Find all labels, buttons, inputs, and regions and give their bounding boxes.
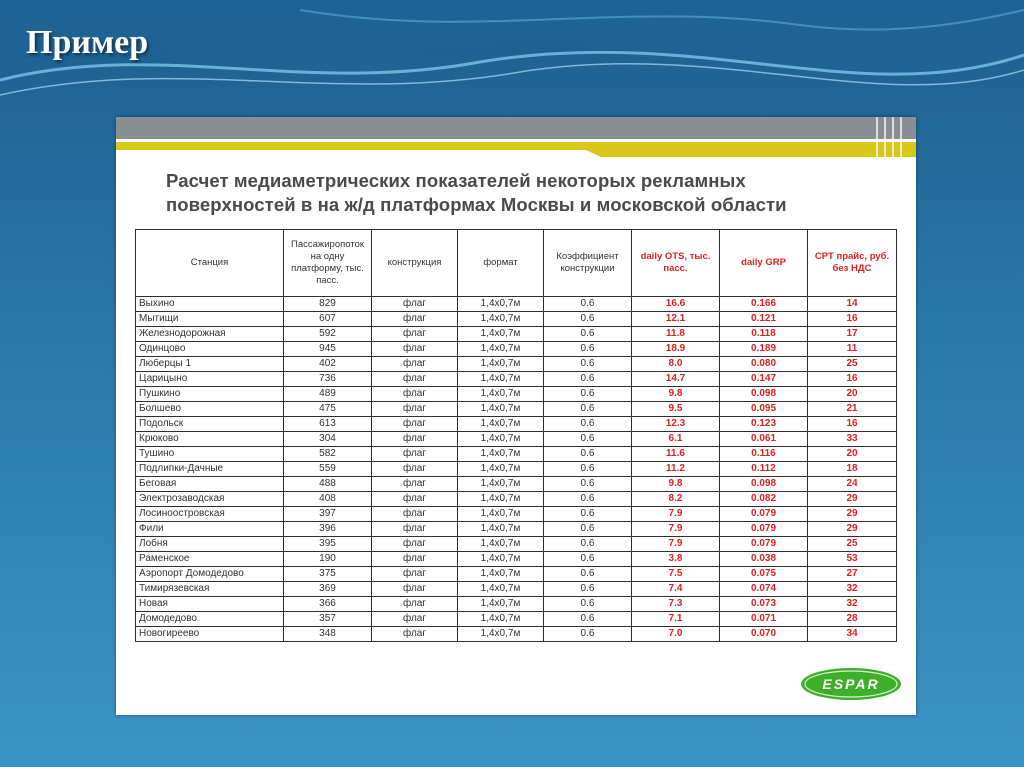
cell-cpt-price: 29 [808, 522, 897, 537]
header-daily-grp: daily GRP [720, 230, 808, 297]
cell-cpt-price: 18 [808, 462, 897, 477]
cell-daily-ots: 16.6 [632, 297, 720, 312]
cell-station: Мытищи [136, 312, 284, 327]
table-row [136, 447, 897, 462]
document-heading [166, 169, 866, 217]
cell-daily-ots: 9.8 [632, 387, 720, 402]
table-header-row [136, 230, 897, 297]
cell-cpt-price: 53 [808, 552, 897, 567]
cell-daily-ots: 12.3 [632, 417, 720, 432]
cell-station: Крюково [136, 432, 284, 447]
espar-logo [800, 667, 902, 701]
cell-station: Железнодорожная [136, 327, 284, 342]
cell-passenger-flow: 736 [284, 372, 372, 387]
cell-daily-grp: 0.061 [720, 432, 808, 447]
cell-daily-grp: 0.123 [720, 417, 808, 432]
cell-passenger-flow: 366 [284, 597, 372, 612]
cell-construction: флаг [372, 372, 458, 387]
cell-construction: флаг [372, 567, 458, 582]
cell-daily-ots: 7.9 [632, 507, 720, 522]
cell-daily-grp: 0.073 [720, 597, 808, 612]
cell-passenger-flow: 190 [284, 552, 372, 567]
cell-daily-ots: 7.9 [632, 537, 720, 552]
cell-cpt-price: 17 [808, 327, 897, 342]
cell-cpt-price: 16 [808, 312, 897, 327]
cell-coefficient: 0.6 [544, 492, 632, 507]
cell-format: 1,4x0,7м [458, 492, 544, 507]
cell-construction: флаг [372, 477, 458, 492]
table-row [136, 567, 897, 582]
cell-construction: флаг [372, 357, 458, 372]
cell-passenger-flow: 395 [284, 537, 372, 552]
cell-cpt-price: 14 [808, 297, 897, 312]
cell-construction: флаг [372, 507, 458, 522]
cell-construction: флаг [372, 522, 458, 537]
cell-daily-ots: 7.4 [632, 582, 720, 597]
cell-station: Тушино [136, 447, 284, 462]
cell-format: 1,4x0,7м [458, 522, 544, 537]
table-row [136, 312, 897, 327]
cell-construction: флаг [372, 402, 458, 417]
cell-construction: флаг [372, 612, 458, 627]
cell-coefficient: 0.6 [544, 357, 632, 372]
cell-passenger-flow: 945 [284, 342, 372, 357]
cell-coefficient: 0.6 [544, 477, 632, 492]
cell-format: 1,4x0,7м [458, 402, 544, 417]
cell-passenger-flow: 369 [284, 582, 372, 597]
cell-station: Тимирязевская [136, 582, 284, 597]
cell-cpt-price: 21 [808, 402, 897, 417]
cell-daily-grp: 0.038 [720, 552, 808, 567]
table-row [136, 477, 897, 492]
cell-format: 1,4x0,7м [458, 597, 544, 612]
cell-format: 1,4x0,7м [458, 432, 544, 447]
cell-coefficient: 0.6 [544, 312, 632, 327]
cell-daily-ots: 7.9 [632, 522, 720, 537]
cell-construction: флаг [372, 432, 458, 447]
cell-passenger-flow: 489 [284, 387, 372, 402]
cell-format: 1,4x0,7м [458, 567, 544, 582]
table-row [136, 462, 897, 477]
cell-cpt-price: 27 [808, 567, 897, 582]
cell-cpt-price: 29 [808, 507, 897, 522]
cell-daily-ots: 18.9 [632, 342, 720, 357]
cell-station: Царицыно [136, 372, 284, 387]
cell-coefficient: 0.6 [544, 462, 632, 477]
cell-station: Лосиноостровская [136, 507, 284, 522]
cell-daily-grp: 0.166 [720, 297, 808, 312]
cell-station: Электрозаводская [136, 492, 284, 507]
cell-format: 1,4x0,7м [458, 552, 544, 567]
cell-station: Новая [136, 597, 284, 612]
cell-construction: флаг [372, 327, 458, 342]
cell-station: Беговая [136, 477, 284, 492]
cell-passenger-flow: 613 [284, 417, 372, 432]
cell-format: 1,4x0,7м [458, 627, 544, 642]
cell-passenger-flow: 475 [284, 402, 372, 417]
cell-daily-grp: 0.118 [720, 327, 808, 342]
table-row [136, 522, 897, 537]
cell-cpt-price: 20 [808, 447, 897, 462]
cell-passenger-flow: 408 [284, 492, 372, 507]
cell-format: 1,4x0,7м [458, 342, 544, 357]
table-row [136, 342, 897, 357]
cell-coefficient: 0.6 [544, 402, 632, 417]
cell-station: Подлипки-Дачные [136, 462, 284, 477]
cell-station: Раменское [136, 552, 284, 567]
cell-coefficient: 0.6 [544, 582, 632, 597]
cell-cpt-price: 25 [808, 537, 897, 552]
header-waves [0, 0, 1024, 130]
cell-format: 1,4x0,7м [458, 612, 544, 627]
cell-daily-ots: 9.5 [632, 402, 720, 417]
cell-format: 1,4x0,7м [458, 387, 544, 402]
cell-construction: флаг [372, 492, 458, 507]
cell-coefficient: 0.6 [544, 297, 632, 312]
cell-daily-grp: 0.079 [720, 522, 808, 537]
cell-construction: флаг [372, 552, 458, 567]
cell-daily-grp: 0.074 [720, 582, 808, 597]
cell-cpt-price: 32 [808, 597, 897, 612]
table-row [136, 492, 897, 507]
cell-coefficient: 0.6 [544, 447, 632, 462]
cell-construction: флаг [372, 387, 458, 402]
cell-coefficient: 0.6 [544, 432, 632, 447]
cell-station: Фили [136, 522, 284, 537]
cell-daily-ots: 11.8 [632, 327, 720, 342]
cell-cpt-price: 33 [808, 432, 897, 447]
header-daily-ots: daily OTS, тыс. пасс. [632, 230, 720, 297]
cell-construction: флаг [372, 462, 458, 477]
cell-coefficient: 0.6 [544, 522, 632, 537]
cell-passenger-flow: 348 [284, 627, 372, 642]
cell-cpt-price: 25 [808, 357, 897, 372]
cell-construction: флаг [372, 597, 458, 612]
cell-station: Лобня [136, 537, 284, 552]
cell-daily-grp: 0.116 [720, 447, 808, 462]
cell-coefficient: 0.6 [544, 612, 632, 627]
cell-format: 1,4x0,7м [458, 327, 544, 342]
cell-construction: флаг [372, 342, 458, 357]
table-row [136, 507, 897, 522]
table-row [136, 582, 897, 597]
cell-station: Болшево [136, 402, 284, 417]
table-row [136, 537, 897, 552]
cell-cpt-price: 20 [808, 387, 897, 402]
cell-passenger-flow: 375 [284, 567, 372, 582]
cell-daily-ots: 3.8 [632, 552, 720, 567]
cell-daily-grp: 0.189 [720, 342, 808, 357]
table-body [136, 297, 897, 642]
table-row [136, 327, 897, 342]
cell-passenger-flow: 607 [284, 312, 372, 327]
cell-coefficient: 0.6 [544, 342, 632, 357]
cell-daily-grp: 0.098 [720, 387, 808, 402]
cell-construction: флаг [372, 297, 458, 312]
cell-passenger-flow: 357 [284, 612, 372, 627]
slide-title: Пример [26, 24, 149, 61]
cell-cpt-price: 16 [808, 417, 897, 432]
cell-daily-grp: 0.080 [720, 357, 808, 372]
cell-daily-ots: 11.2 [632, 462, 720, 477]
cell-daily-grp: 0.095 [720, 402, 808, 417]
cell-coefficient: 0.6 [544, 627, 632, 642]
cell-station: Люберцы 1 [136, 357, 284, 372]
cell-format: 1,4x0,7м [458, 312, 544, 327]
cell-passenger-flow: 592 [284, 327, 372, 342]
cell-station: Одинцово [136, 342, 284, 357]
cell-cpt-price: 11 [808, 342, 897, 357]
cell-daily-grp: 0.098 [720, 477, 808, 492]
cell-daily-ots: 14.7 [632, 372, 720, 387]
cell-coefficient: 0.6 [544, 597, 632, 612]
cell-format: 1,4x0,7м [458, 447, 544, 462]
header-construction: конструкция [372, 230, 458, 297]
cell-construction: флаг [372, 582, 458, 597]
cell-daily-grp: 0.112 [720, 462, 808, 477]
sheet-header-bands [116, 117, 916, 163]
cell-daily-ots: 7.5 [632, 567, 720, 582]
cell-passenger-flow: 402 [284, 357, 372, 372]
header-format: формат [458, 230, 544, 297]
cell-daily-grp: 0.079 [720, 537, 808, 552]
cell-daily-ots: 11.6 [632, 447, 720, 462]
cell-daily-grp: 0.070 [720, 627, 808, 642]
table-row [136, 627, 897, 642]
cell-station: Домодедово [136, 612, 284, 627]
cell-format: 1,4x0,7м [458, 582, 544, 597]
cell-daily-grp: 0.071 [720, 612, 808, 627]
cell-passenger-flow: 397 [284, 507, 372, 522]
cell-coefficient: 0.6 [544, 507, 632, 522]
cell-passenger-flow: 396 [284, 522, 372, 537]
cell-passenger-flow: 304 [284, 432, 372, 447]
cell-coefficient: 0.6 [544, 372, 632, 387]
cell-station: Новогиреево [136, 627, 284, 642]
cell-cpt-price: 16 [808, 372, 897, 387]
cell-coefficient: 0.6 [544, 327, 632, 342]
header-cpt-price: CPT прайс, руб. без НДС [808, 230, 897, 297]
cell-station: Пушкино [136, 387, 284, 402]
cell-coefficient: 0.6 [544, 552, 632, 567]
table-row [136, 357, 897, 372]
cell-daily-ots: 9.8 [632, 477, 720, 492]
cell-coefficient: 0.6 [544, 417, 632, 432]
cell-coefficient: 0.6 [544, 387, 632, 402]
cell-construction: флаг [372, 537, 458, 552]
cell-coefficient: 0.6 [544, 537, 632, 552]
cell-coefficient: 0.6 [544, 567, 632, 582]
cell-format: 1,4x0,7м [458, 372, 544, 387]
cell-daily-ots: 7.3 [632, 597, 720, 612]
cell-station: Аэропорт Домодедово [136, 567, 284, 582]
cell-station: Выхино [136, 297, 284, 312]
cell-construction: флаг [372, 627, 458, 642]
cell-station: Подольск [136, 417, 284, 432]
cell-daily-grp: 0.082 [720, 492, 808, 507]
cell-daily-grp: 0.147 [720, 372, 808, 387]
cell-passenger-flow: 829 [284, 297, 372, 312]
cell-daily-ots: 7.1 [632, 612, 720, 627]
header-station: Станция [136, 230, 284, 297]
cell-cpt-price: 24 [808, 477, 897, 492]
cell-daily-ots: 12.1 [632, 312, 720, 327]
cell-cpt-price: 34 [808, 627, 897, 642]
table-row [136, 297, 897, 312]
cell-cpt-price: 28 [808, 612, 897, 627]
document-sheet [116, 117, 916, 715]
logo-text: ESPAR [822, 676, 880, 692]
stations-table [135, 229, 897, 642]
cell-format: 1,4x0,7м [458, 537, 544, 552]
cell-daily-ots: 8.2 [632, 492, 720, 507]
cell-format: 1,4x0,7м [458, 507, 544, 522]
cell-daily-ots: 8.0 [632, 357, 720, 372]
cell-construction: флаг [372, 417, 458, 432]
cell-daily-grp: 0.075 [720, 567, 808, 582]
cell-format: 1,4x0,7м [458, 417, 544, 432]
cell-daily-ots: 6.1 [632, 432, 720, 447]
cell-passenger-flow: 559 [284, 462, 372, 477]
header-passenger-flow: Пассажиропоток на одну платформу, тыс. пасс. [284, 230, 372, 297]
cell-passenger-flow: 488 [284, 477, 372, 492]
cell-daily-grp: 0.079 [720, 507, 808, 522]
table-row [136, 612, 897, 627]
table-row [136, 417, 897, 432]
cell-daily-grp: 0.121 [720, 312, 808, 327]
heading-line-1: Расчет медиаметрических показателей некоторых рекламных [166, 170, 746, 191]
heading-line-2: поверхностей в на ж/д платформах Москвы и московской области [166, 194, 787, 215]
cell-format: 1,4x0,7м [458, 357, 544, 372]
cell-cpt-price: 32 [808, 582, 897, 597]
table-row [136, 387, 897, 402]
table-row [136, 432, 897, 447]
table-row [136, 372, 897, 387]
cell-construction: флаг [372, 312, 458, 327]
cell-format: 1,4x0,7м [458, 297, 544, 312]
cell-passenger-flow: 582 [284, 447, 372, 462]
cell-cpt-price: 29 [808, 492, 897, 507]
table-row [136, 552, 897, 567]
cell-format: 1,4x0,7м [458, 462, 544, 477]
table-row [136, 597, 897, 612]
cell-construction: флаг [372, 447, 458, 462]
table-row [136, 402, 897, 417]
header-construction-coefficient: Коэффициент конструкции [544, 230, 632, 297]
cell-format: 1,4x0,7м [458, 477, 544, 492]
cell-daily-ots: 7.0 [632, 627, 720, 642]
